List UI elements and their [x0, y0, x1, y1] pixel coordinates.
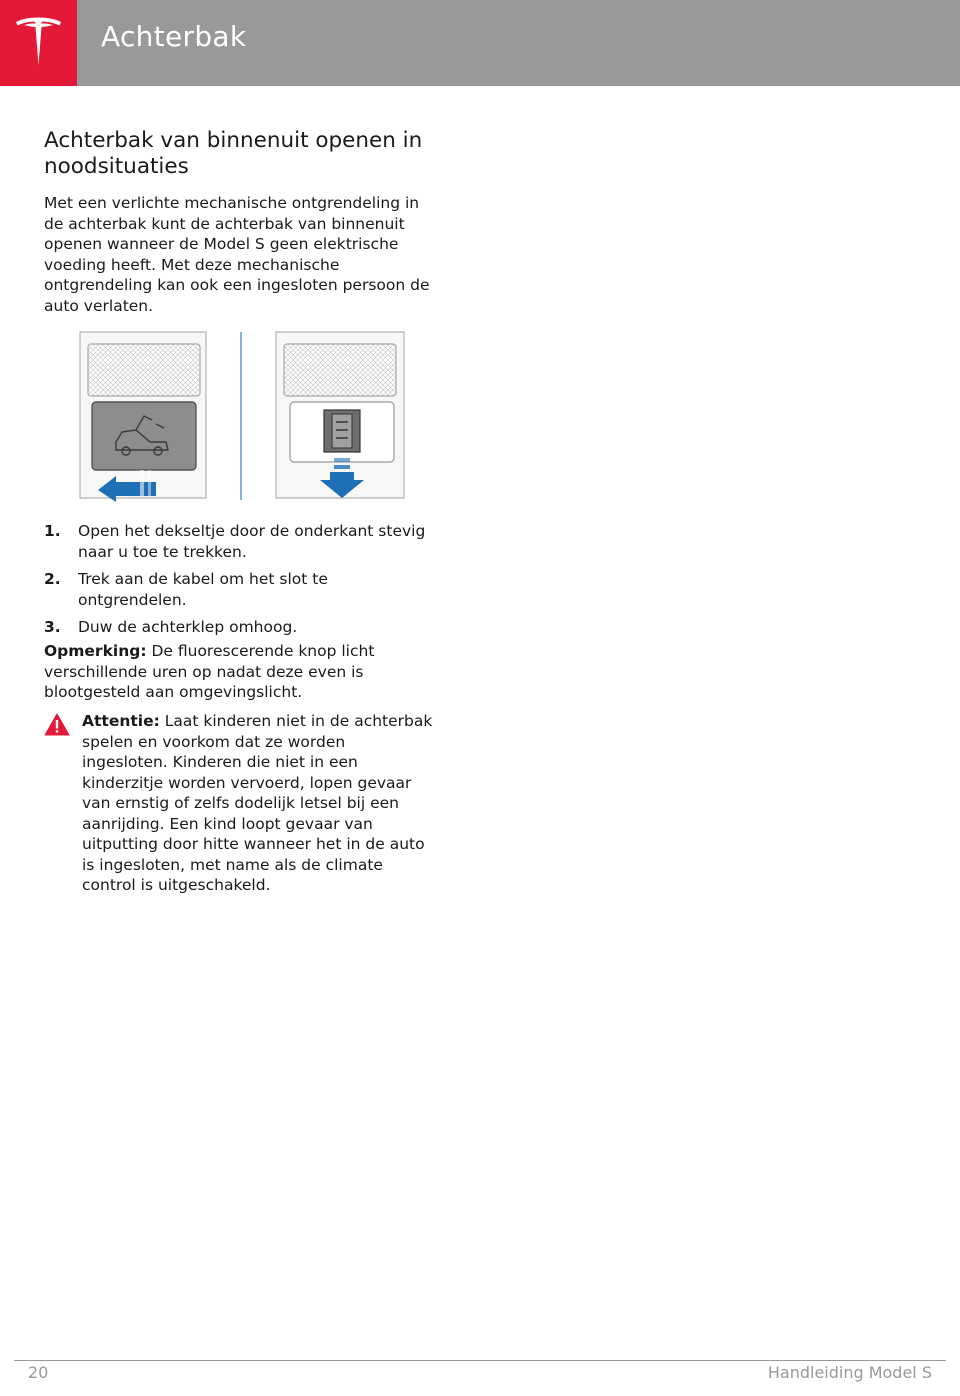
warning-block	[44, 711, 434, 896]
section-content	[44, 128, 434, 316]
steps-list	[44, 521, 434, 645]
intro-paragraph: Met een verlichte mechanische ontgrendeling in de achterbak kunt de achterbak van binnenuit openen wanneer de Model S geen elektrische voeding heeft. Met deze mechanische ontgrendeling kan ook een ingesloten persoon de auto verlaten.	[44, 194, 430, 315]
header-title: Achterbak	[101, 20, 247, 53]
list-item: 2. Trek aan de kabel om het slot te ontgrendelen.	[44, 570, 328, 609]
tesla-logo-icon	[13, 13, 64, 69]
page-number: 20	[28, 1363, 49, 1382]
page-header	[0, 0, 960, 86]
panel-right	[276, 332, 404, 498]
warning-triangle-icon	[44, 713, 70, 736]
note-text: De fluorescerende knop licht verschillende uren op nadat deze even is blootgesteld aan omgevingslicht.	[44, 642, 375, 701]
trunk-release-illustration	[78, 330, 406, 502]
warning-text: Laat kinderen niet in de achterbak spelen en voorkom dat ze worden ingesloten. Kinderen die niet in een kinderzitje worden vervoerd, lopen gevaar van ernstig of zelfs dodelijk letsel bij een aanrijding. Een kind loopt gevaar van uitputting door hitte wanneer het in de auto is ingesloten, met name als de climate control is uitgeschakeld.	[82, 712, 433, 894]
list-item: 3. Duw de achterklep omhoog.	[44, 618, 298, 636]
logo-box	[0, 0, 77, 86]
note-label: Opmerking:	[44, 642, 147, 660]
footer-divider	[14, 1360, 946, 1361]
list-item: 1. Open het dekseltje door de onderkant stevig naar u toe te trekken.	[44, 522, 426, 561]
panel-left	[80, 332, 206, 502]
warning-label: Attentie:	[82, 712, 160, 730]
footer-title: Handleiding Model S	[767, 1363, 932, 1382]
note-block	[44, 641, 434, 703]
section-heading: Achterbak van binnenuit openen in noodsituaties	[44, 128, 423, 179]
